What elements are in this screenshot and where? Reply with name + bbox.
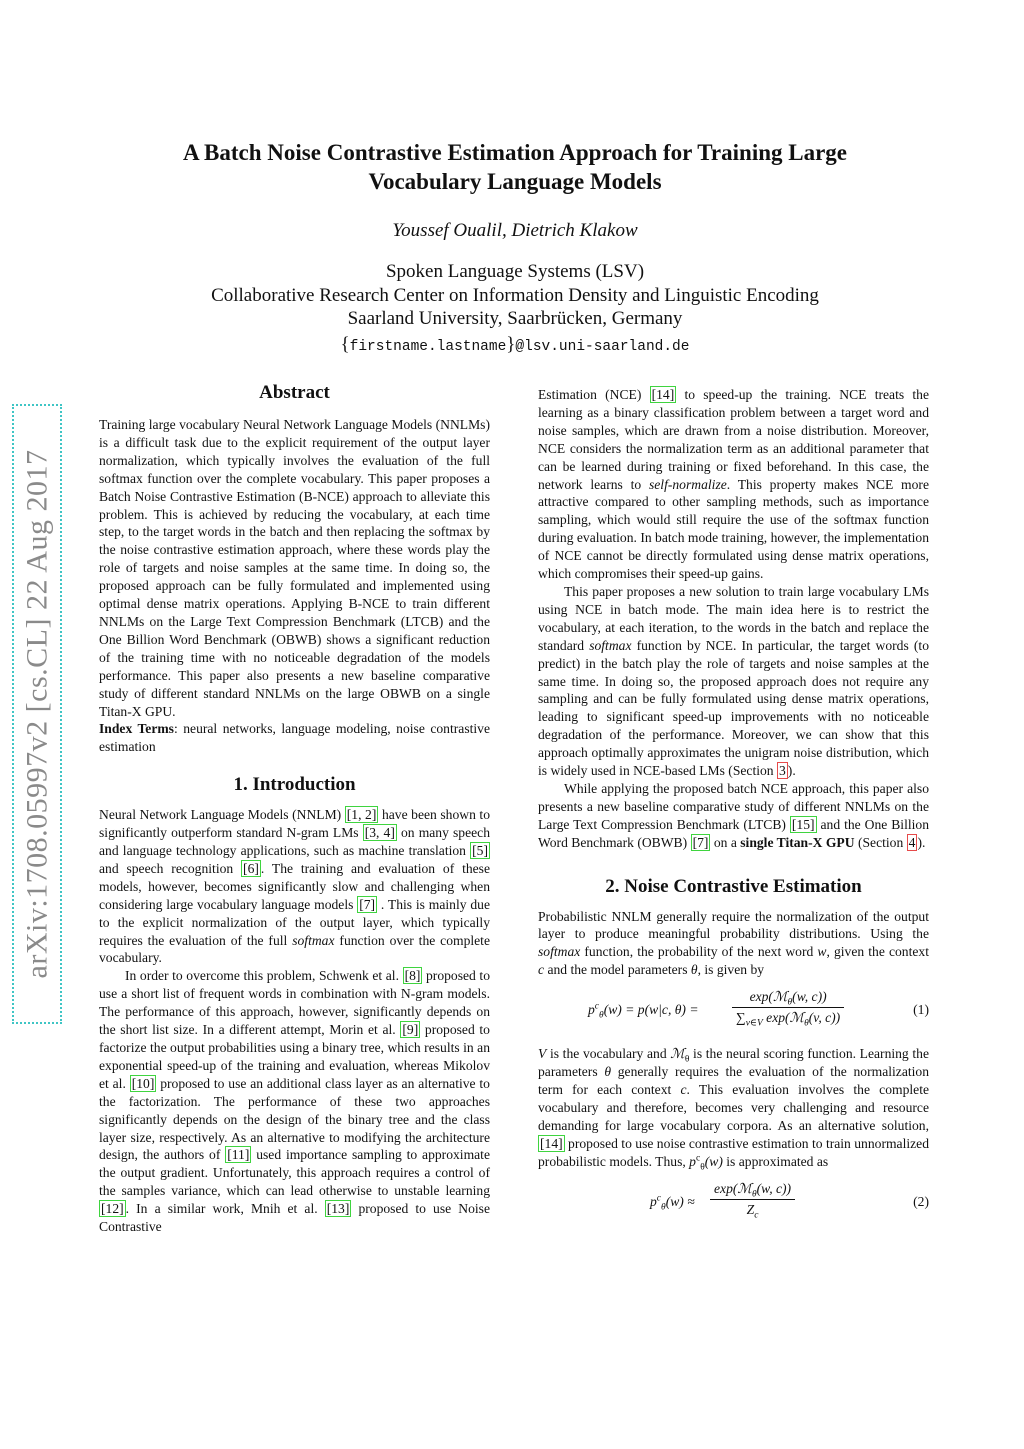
intro-paragraph-1: Neural Network Language Models (NNLM) [1, 2] have been shown to significantly outperform standard N-gram LMs [3, 4] on many speech and language technology applications, such as machine translation [5] and speech recognition [6] . The training and evaluation of these models, however, becomes significantly slow and challenging when considering large vocabulary language models [7] . This is mainly due to the explicit normalization of the output layer, which typically requires the evaluation of the full softmax function over the complete vocabulary. bbox=[99, 807, 491, 966]
eq2-denominator: $Z_c$ bbox=[746, 1201, 759, 1221]
eq1-numerator: exp(ℳ$_\theta$(w, c)) bbox=[732, 987, 844, 1008]
eq2-numerator: exp(ℳ$_\theta$(w, c)) bbox=[710, 1179, 795, 1200]
citation-link[interactable]: [7] bbox=[359, 896, 376, 912]
affiliation-line-1: Spoken Language Systems (LSV) bbox=[385, 261, 645, 282]
email-open-brace: { bbox=[340, 334, 350, 355]
abstract-heading: Abstract bbox=[259, 382, 330, 403]
affiliation bbox=[120, 260, 910, 331]
index-terms-text: : neural networks, language modeling, noise contrastive estimation bbox=[99, 721, 490, 755]
nce-paragraph-2: V is the vocabulary and ℳ$_\theta$ is the neural scoring function. Learning the parameters θ generally requires the evaluation of the normalization term for each context c. This evaluation involves the complete vocabulary and therefore, becomes very challenging and resource demanding for large vocabulary corpora. As an alternative solution, [14] proposed to use noise contrastive estimation to train unnormalized probabilistic models. Thus, $p^c_\theta(w)$ is approximated as bbox=[538, 1046, 929, 1173]
right-column bbox=[538, 386, 929, 1237]
index-terms-label: Index Terms bbox=[99, 721, 174, 737]
section-reference-link[interactable]: 4 bbox=[908, 834, 916, 850]
citation-link[interactable]: [1, 2] bbox=[346, 807, 377, 823]
title-line-1: A Batch Noise Contrastive Estimation Approach for Training Large bbox=[182, 140, 848, 165]
eq1-number: (1) bbox=[913, 1002, 929, 1018]
right-paragraph-2: This paper proposes a new solution to train large vocabulary LMs using NCE in batch mode. The main idea here is to restrict the vocabulary, at each iteration, to the words in the batch and replace the standard softmax function by NCE. In particular, the target words (to predict) in the batch play the role of targets and noise samples at the same time. In doing so, the proposed approach does not require any sampling and can be fully formulated using dense matrix operations, leading to significant speed-up improvements with no noticeable degradation of the performance. Moreover, we can show that this approach optimally approximates the unigram noise distribution, which is widely used in NCE-based LMs (Section 3 ). bbox=[538, 583, 929, 779]
citation-link[interactable]: [8] bbox=[404, 968, 421, 984]
arxiv-identifier-text: arXiv:1708.05997v2 [cs.CL] 22 Aug 2017 bbox=[20, 449, 53, 979]
introduction-heading: 1. Introduction bbox=[233, 774, 356, 796]
title-line-2: Vocabulary Language Models bbox=[368, 169, 662, 194]
intro-paragraph-2: In order to overcome this problem, Schwenk et al. [8] proposed to use a short list of frequent words in combination with N-gram models. The performance of this approach, however, significantly depends on the short list size. In a different attempt, Morin et al. [9] proposed to factorize the output probabilities using a binary tree, which results in an exponential speed-up of the training and evaluation, whereas Mikolov et al. [10] proposed to use an additional class layer as an alternative to the factorization. The performance of these two approaches significantly depends on the design of the binary tree and the class layer size, respectively. As an alternative to modifying the architecture design, the authors of [11] used importance sampling to approximate the output gradient. Unfortunately, this approach requires a control of the samples variance, which can lead otherwise to unstable learning [12] . In a similar work, Mnih et al. [13] proposed to use Noise Contrastive bbox=[99, 968, 490, 1235]
index-terms bbox=[99, 720, 490, 756]
eq1-lhs: $p^c_\theta(w) = p(w|c$, θ) = bbox=[588, 1001, 699, 1021]
equation-1 bbox=[538, 987, 929, 1039]
email-domain: @lsv.uni-saarland.de bbox=[515, 339, 690, 355]
paper-authors: Youssef Oualil, Dietrich Klakow bbox=[392, 220, 638, 241]
nce-heading: 2. Noise Contrastive Estimation bbox=[605, 875, 862, 897]
citation-link[interactable]: [15] bbox=[791, 816, 815, 832]
eq2-fraction bbox=[710, 1179, 795, 1220]
eq1-denominator: $\sum_{v\in V}$ exp(ℳ$_\theta$(v, c)) bbox=[736, 1010, 841, 1029]
paper-title bbox=[120, 138, 910, 196]
citation-link[interactable]: [6] bbox=[243, 860, 259, 876]
citation-link[interactable]: [5] bbox=[472, 843, 488, 859]
right-paragraph-1: Estimation (NCE) [14] to speed-up the training. NCE treats the learning as a binary classification problem between a target word and noise samples, which are drawn from a noise distribution. Moreover, NCE considers the normalization term as an additional parameter that can be learned during training or fixed beforehand. In this case, the network learns to self-normalize. This property makes NCE more attractive compared to other sampling methods, such as importance sampling, which would still require the use of the softmax function during evaluation. In batch mode training, however, the implementation of NCE cannot be directly formulated using dense matrix operations, which compromises their speed-up gains. bbox=[538, 387, 929, 582]
citation-link[interactable]: [7] bbox=[692, 834, 709, 850]
citation-link[interactable]: [14] bbox=[540, 1135, 563, 1151]
citation-link[interactable]: [13] bbox=[326, 1201, 350, 1217]
nce-paragraph-1: Probabilistic NNLM generally require the normalization of the output layer to produce meaningful probability distributions. Using the softmax function, the probability of the next word w, given the context c and the model parameters θ, is given by bbox=[538, 908, 929, 978]
citation-link[interactable]: [11] bbox=[227, 1147, 250, 1163]
eq2-lhs: $p^c_\theta(w)$ ≈ bbox=[650, 1193, 695, 1213]
citation-link[interactable]: [3, 4] bbox=[364, 825, 395, 841]
equation-2 bbox=[538, 1179, 929, 1231]
eq2-number: (2) bbox=[913, 1193, 929, 1209]
citation-link[interactable]: [9] bbox=[402, 1022, 419, 1038]
citation-link[interactable]: [12] bbox=[101, 1201, 124, 1217]
email-name: firstname.lastname bbox=[349, 339, 507, 355]
email-close-brace: } bbox=[506, 334, 516, 355]
citation-link[interactable]: [14] bbox=[651, 387, 675, 402]
contact-email[interactable] bbox=[120, 334, 910, 356]
citation-link[interactable]: [10] bbox=[131, 1075, 155, 1091]
affiliation-line-2: Collaborative Research Center on Information Density and Linguistic Encoding bbox=[211, 284, 819, 306]
arxiv-identifier-stamp bbox=[12, 404, 62, 1024]
left-column bbox=[99, 382, 490, 1236]
affiliation-line-3: Saarland University, Saarbrücken, Germany bbox=[347, 308, 683, 329]
right-paragraph-3: While applying the proposed batch NCE approach, this paper also presents a new baseline comparative study of different NNLMs on the Large Text Compression Benchmark (LTCB) [15] and the One Billion Word Benchmark (OBWB) [7] on a single Titan-X GPU (Section 4 ). bbox=[538, 780, 930, 850]
eq1-fraction bbox=[732, 987, 844, 1028]
section-reference-link[interactable]: 3 bbox=[779, 763, 786, 779]
abstract-body: Training large vocabulary Neural Network Language Models (NNLMs) is a difficult task due to the explicit requirement of the output layer normalization, which typically involves the evaluation of the full softmax function over the complete vocabulary. This paper proposes a Batch Noise Contrastive Estimation (B-NCE) approach to alleviate this problem. This is achieved by reducing the vocabulary, at each time step, to the target words in the batch and then replacing the softmax by the noise contrastive estimation approach, where these words play the role of targets and noise samples at the same time. In doing so, the proposed approach can be fully formulated and implemented using optimal dense matrix operations. Applying B-NCE to train different NNLMs on the Large Text Compression Benchmark (LTCB) and the One Billion Word Benchmark (OBWB) shows a significant reduction of the training time with no noticeable degradation of the models performance. This paper also presents a new baseline comparative study of different standard NNLMs on the large OBWB on a single Titan-X GPU. bbox=[99, 417, 490, 719]
